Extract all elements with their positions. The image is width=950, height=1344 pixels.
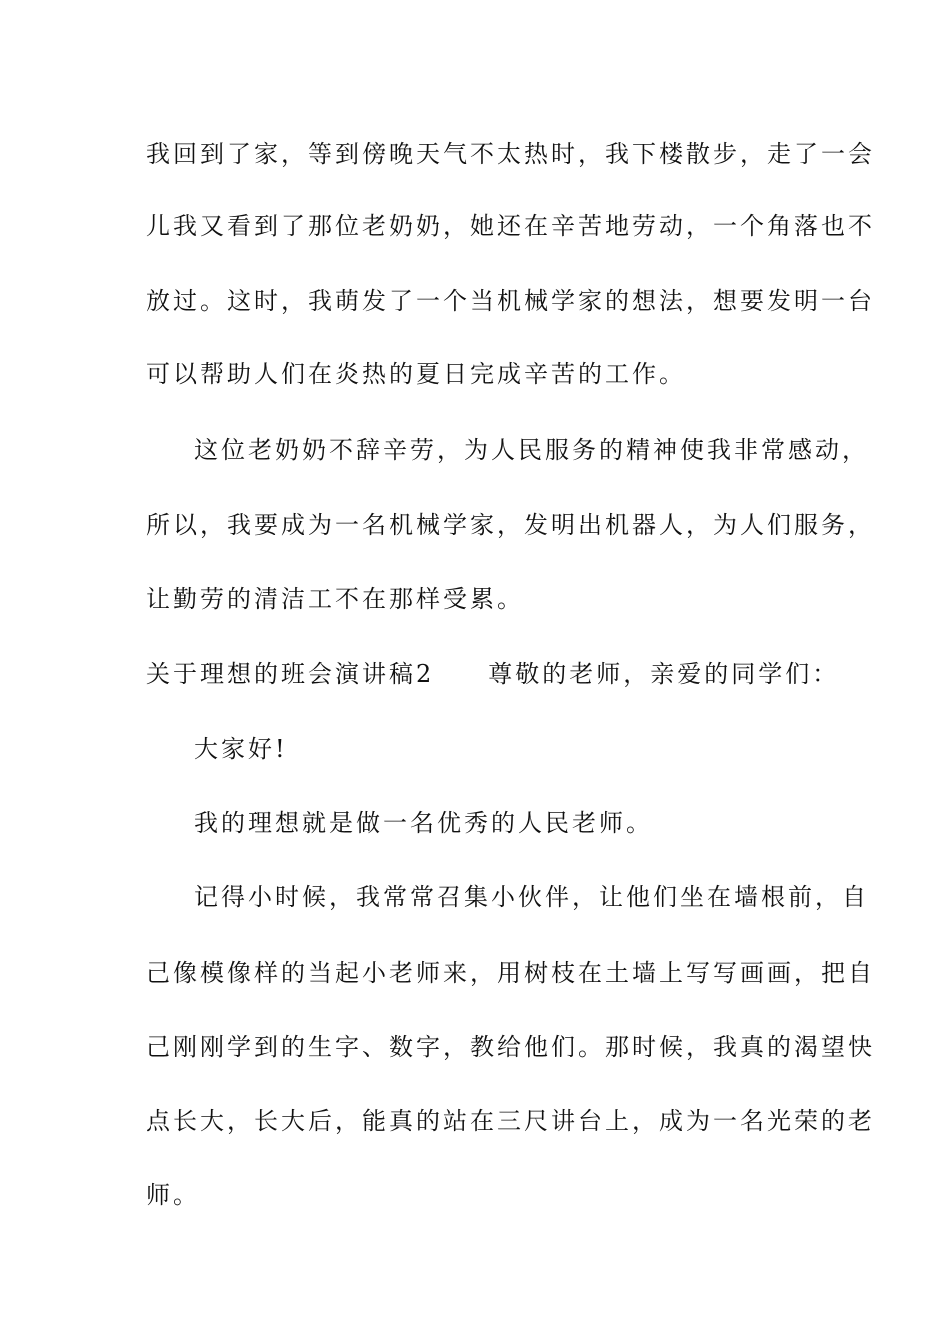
text-line: 放过。这时，我萌发了一个当机械学家的想法，想要发明一台 xyxy=(146,287,875,315)
text-line: 记得小时候，我常常召集小伙伴，让他们坐在墙根前，自 xyxy=(194,883,869,911)
text-line: 己像模像样的当起小老师来，用树枝在土墙上写写画画，把自 xyxy=(146,959,875,987)
text-line: 所以，我要成为一名机械学家，发明出机器人，为人们服务， xyxy=(146,511,875,539)
text-line: 己刚刚学到的生字、数字，教给他们。那时候，我真的渴望快 xyxy=(146,1033,875,1061)
text-line: 我回到了家，等到傍晚天气不太热时，我下楼散步，走了一会 xyxy=(146,140,875,168)
text-line: 师。 xyxy=(146,1181,200,1209)
text-line: 儿我又看到了那位老奶奶，她还在辛苦地劳动，一个角落也不 xyxy=(146,212,875,240)
text-line: 可以帮助人们在炎热的夏日完成辛苦的工作。 xyxy=(146,360,686,388)
text-line: 让勤劳的清洁工不在那样受累。 xyxy=(146,585,524,613)
text-line: 我的理想就是做一名优秀的人民老师。 xyxy=(194,809,653,837)
text-line: 这位老奶奶不辞辛劳，为人民服务的精神使我非常感动， xyxy=(194,436,869,464)
section-heading-line: 关于理想的班会演讲稿2 尊敬的老师，亲爱的同学们： xyxy=(146,660,840,688)
text-line: 点长大，长大后，能真的站在三尺讲台上，成为一名光荣的老 xyxy=(146,1107,875,1135)
text-line: 大家好! xyxy=(194,735,288,763)
